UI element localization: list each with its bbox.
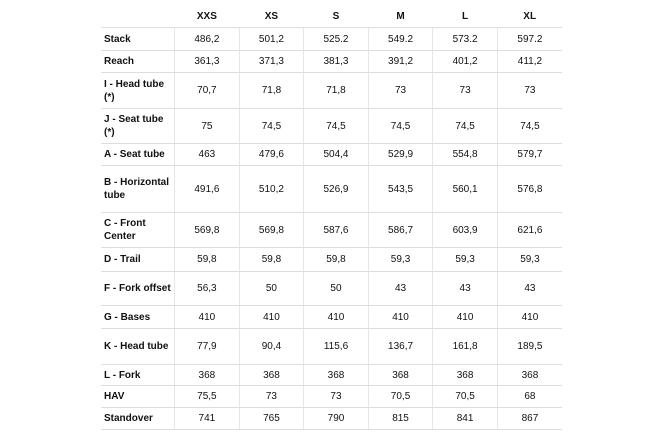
table-cell: 501,2 [239, 28, 304, 51]
table-cell: 410 [497, 306, 562, 329]
table-row [101, 272, 562, 306]
table-cell: 70,7 [175, 73, 240, 109]
table-cell: 621,6 [497, 213, 562, 248]
table-cell: 50 [304, 272, 369, 306]
table-cell: 43 [433, 272, 498, 306]
table-cell: 73 [433, 73, 498, 109]
table-cell: 74,5 [433, 109, 498, 144]
table-cell: 368 [368, 365, 433, 386]
header-size-xxs: XXS [175, 5, 240, 28]
table-cell: 70,5 [368, 386, 433, 408]
table-row [101, 329, 562, 365]
table-cell: 411,2 [497, 51, 562, 73]
table-cell: 410 [175, 306, 240, 329]
table-cell: 525.2 [304, 28, 369, 51]
table-cell: 790 [304, 408, 369, 430]
header-row [101, 5, 562, 28]
table-cell: 68 [497, 386, 562, 408]
table-cell: 381,3 [304, 51, 369, 73]
row-label: HAV [101, 386, 175, 408]
table-cell: 401,2 [433, 51, 498, 73]
header-size-m: M [368, 5, 433, 28]
table-cell: 463 [175, 144, 240, 166]
table-cell: 569,8 [239, 213, 304, 248]
table-cell: 161,8 [433, 329, 498, 365]
table-cell: 59,8 [239, 248, 304, 272]
table-cell: 59,3 [368, 248, 433, 272]
table-cell: 59,3 [497, 248, 562, 272]
table-cell: 841 [433, 408, 498, 430]
table-cell: 59,8 [175, 248, 240, 272]
table-cell: 597.2 [497, 28, 562, 51]
table-cell: 549.2 [368, 28, 433, 51]
table-cell: 587,6 [304, 213, 369, 248]
table-cell: 73 [368, 73, 433, 109]
table-cell: 90,4 [239, 329, 304, 365]
table-cell: 815 [368, 408, 433, 430]
table-cell: 391,2 [368, 51, 433, 73]
table-cell: 569,8 [175, 213, 240, 248]
table-cell: 410 [433, 306, 498, 329]
table-cell: 579,7 [497, 144, 562, 166]
row-label: B - Horizontal tube [101, 166, 175, 213]
table-cell: 479,6 [239, 144, 304, 166]
table-cell: 43 [368, 272, 433, 306]
table-row [101, 51, 562, 73]
table-cell: 410 [368, 306, 433, 329]
table-cell: 43 [497, 272, 562, 306]
table-row [101, 28, 562, 51]
table-cell: 543,5 [368, 166, 433, 213]
header-size-l: L [433, 5, 498, 28]
row-label: D - Trail [101, 248, 175, 272]
table-cell: 189,5 [497, 329, 562, 365]
row-label: Standover [101, 408, 175, 430]
table-cell: 560,1 [433, 166, 498, 213]
table-row [101, 365, 562, 386]
table-cell: 410 [239, 306, 304, 329]
table-row [101, 408, 562, 430]
table-cell: 573.2 [433, 28, 498, 51]
table-row [101, 213, 562, 248]
table-cell: 368 [497, 365, 562, 386]
table-cell: 586,7 [368, 213, 433, 248]
table-cell: 59,8 [304, 248, 369, 272]
table-cell: 56,3 [175, 272, 240, 306]
table-cell: 71,8 [239, 73, 304, 109]
row-label: Reach [101, 51, 175, 73]
table-cell: 73 [497, 73, 562, 109]
row-label: J - Seat tube (*) [101, 109, 175, 144]
table-cell: 71,8 [304, 73, 369, 109]
table-cell: 73 [304, 386, 369, 408]
table-cell: 867 [497, 408, 562, 430]
table-cell: 576,8 [497, 166, 562, 213]
table-row [101, 166, 562, 213]
row-label: C - Front Center [101, 213, 175, 248]
table-cell: 371,3 [239, 51, 304, 73]
header-size-xl: XL [497, 5, 562, 28]
table-row [101, 73, 562, 109]
table-cell: 75 [175, 109, 240, 144]
table-row [101, 144, 562, 166]
header-corner [101, 5, 175, 28]
row-label: K - Head tube [101, 329, 175, 365]
table-cell: 526,9 [304, 166, 369, 213]
table-cell: 368 [175, 365, 240, 386]
table-row [101, 248, 562, 272]
table-cell: 74,5 [368, 109, 433, 144]
table-cell: 74,5 [304, 109, 369, 144]
table-cell: 59,3 [433, 248, 498, 272]
table-cell: 136,7 [368, 329, 433, 365]
row-label: G - Bases [101, 306, 175, 329]
table-cell: 765 [239, 408, 304, 430]
table-cell: 529,9 [368, 144, 433, 166]
table-row [101, 386, 562, 408]
table-row [101, 109, 562, 144]
table-cell: 361,3 [175, 51, 240, 73]
table-cell: 74,5 [239, 109, 304, 144]
table-cell: 368 [304, 365, 369, 386]
table-cell: 74,5 [497, 109, 562, 144]
geometry-table [101, 5, 562, 430]
table-cell: 510,2 [239, 166, 304, 213]
row-label: I - Head tube (*) [101, 73, 175, 109]
table-cell: 554,8 [433, 144, 498, 166]
table-cell: 741 [175, 408, 240, 430]
header-size-xs: XS [239, 5, 304, 28]
table-cell: 115,6 [304, 329, 369, 365]
table-cell: 75,5 [175, 386, 240, 408]
row-label: A - Seat tube [101, 144, 175, 166]
table-cell: 77,9 [175, 329, 240, 365]
table-cell: 603,9 [433, 213, 498, 248]
table-cell: 486,2 [175, 28, 240, 51]
table-row [101, 306, 562, 329]
header-size-s: S [304, 5, 369, 28]
table-cell: 368 [433, 365, 498, 386]
row-label: Stack [101, 28, 175, 51]
table-cell: 50 [239, 272, 304, 306]
table-cell: 491,6 [175, 166, 240, 213]
table-cell: 410 [304, 306, 369, 329]
table-cell: 504,4 [304, 144, 369, 166]
table-cell: 73 [239, 386, 304, 408]
table-cell: 368 [239, 365, 304, 386]
row-label: L - Fork [101, 365, 175, 386]
row-label: F - Fork offset [101, 272, 175, 306]
table-cell: 70,5 [433, 386, 498, 408]
